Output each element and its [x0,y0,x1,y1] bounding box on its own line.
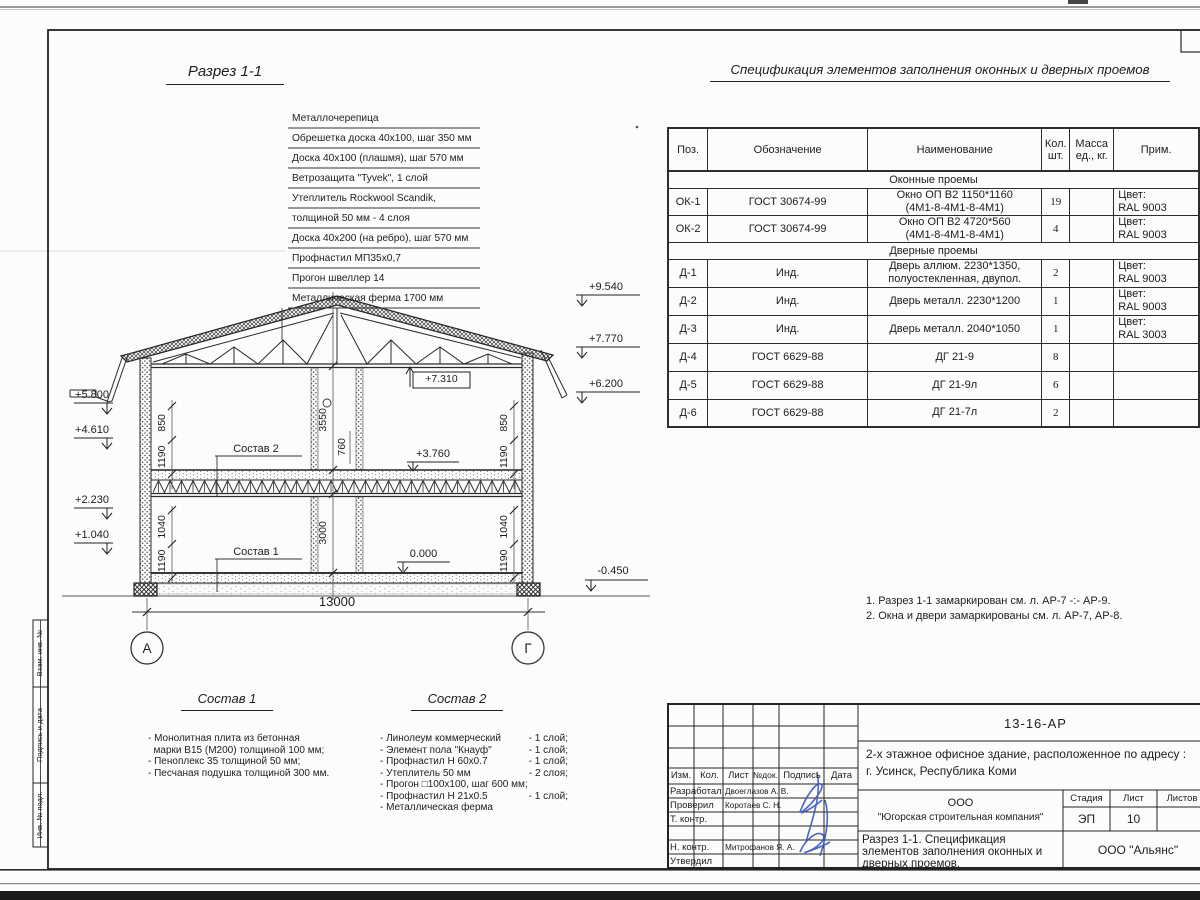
cell-designation: ГОСТ 30674-99 [708,188,868,215]
col-header-name: Наименование [868,128,1042,171]
callout-item: толщиной 50 мм - 4 слоя [292,213,410,224]
callout-item: Ветрозащита "Tyvek", 1 слой [292,173,428,184]
cell-pos: ОК-2 [668,215,708,242]
elevation-label: +6.200 [589,378,623,390]
dim-label: 1190 [498,549,511,573]
cell-pos: Д-6 [668,399,708,427]
scan-top-edge [0,6,1200,8]
stamp-role-ncontrol: Н. контр. [670,842,710,853]
spec-table [667,127,1200,428]
cell-qty: 1 [1042,287,1070,315]
callout-item: Обрешетка доска 40х100, шаг 350 мм [292,133,472,144]
sostav2-qty: - 2 слоя; [528,767,568,779]
cell-note [1114,399,1199,427]
stamp-col-podpis: Подпись [783,770,821,781]
stamp-col-data: Дата [830,770,853,781]
right-footing [517,583,540,596]
callout-item: Доска 40х200 (на ребро), шаг 570 мм [292,233,469,244]
sostav2-qty: - 1 слой; [528,733,568,744]
stamp-sheet-value: 10 [1126,812,1141,826]
table-row [668,343,1199,371]
sostav2-ref: Состав 2 [233,443,279,455]
sidebar-label-podpis: Подпись и дата [35,708,44,762]
sostav2-line: - Утеплитель 50 мм [380,767,471,779]
col-header-mass: Масса ед., кг. [1070,128,1114,171]
stamp-role-tcontrol: Т. контр. [670,814,708,825]
dim-label: 1190 [498,445,511,469]
stamp-col-kol: Кол. [700,770,719,781]
table-row [668,287,1199,315]
sostav2-line: - Линолеум коммерческий [380,733,501,744]
floor-structure [151,470,522,497]
table-row [668,215,1199,242]
left-wall [140,358,151,583]
cell-name: ДГ 21-7л [868,399,1042,427]
stamp-project-line2: г. Усинск, Республика Коми [866,764,1017,778]
col-header-qty: Кол. шт. [1042,128,1070,171]
axis-letter-g: Г [524,641,532,656]
cell-name: Окно ОП В2 1150*1160 (4М1-8-4М1-8-4М1) [868,188,1042,215]
cell-designation: Инд. [708,315,868,343]
dim-label: 760 [336,438,349,456]
sostav1-list [148,733,383,779]
cell-name: Окно ОП В2 4720*560 (4М1-8-4М1-8-4М1) [868,215,1042,242]
cell-note: Цвет: RAL 9003 [1114,259,1199,287]
elevation-label: +7.770 [589,333,623,345]
cell-name: Дверь аллюм. 2230*1350, полуостекленная, двупол. [868,259,1042,287]
table-row [668,188,1199,215]
cell-note: Цвет: RAL 9003 [1114,287,1199,315]
dim-label: 3000 [317,521,330,545]
note-1: 1. Разрез 1-1 замаркирован см. л. АР-7 -:- АР-9. [866,595,1111,607]
cell-qty: 1 [1042,315,1070,343]
sostav2-line: - Элемент пола "Кнауф" [380,744,492,756]
stamp-stage-label: Стадия [1070,793,1103,804]
dim-label: 850 [156,414,169,432]
stamp-sheets-label: Листов [1166,793,1198,804]
cell-name: ДГ 21-9 [868,343,1042,371]
stamp-stage-value: ЭП [1077,812,1096,826]
cell-pos: Д-1 [668,259,708,287]
sostav1-line: - Пеноплекс 35 толщиной 50 мм; [148,756,301,767]
cell-mass [1070,188,1114,215]
col-header-note: Прим. [1114,128,1199,171]
callout-item: Доска 40х100 (плашмя), шаг 570 мм [292,153,464,164]
dim-label: 1190 [156,549,169,573]
callout-item: Металлическая ферма 1700 мм [292,293,444,304]
callout-item: Профнастил МП35х0,7 [292,253,401,264]
cell-note: Цвет: RAL 3003 [1114,315,1199,343]
elevation-label: +4.610 [75,424,109,436]
cell-designation: Инд. [708,259,868,287]
cell-pos: Д-5 [668,371,708,399]
cell-qty: 2 [1042,399,1070,427]
scan-bottom-band [0,891,1200,900]
col-header-designation: Обозначение [708,128,868,171]
cell-mass [1070,215,1114,242]
table-row [668,315,1199,343]
elevation-label: +1.040 [75,529,109,541]
cell-name: Дверь металл. 2230*1200 [868,287,1042,315]
sostav2-qty: - 1 слой; [528,744,568,756]
dim-overall-width: 13000 [318,594,356,609]
section-title: Разрез 1-1 [166,64,284,85]
cell-name: ДГ 21-9л [868,371,1042,399]
elevation-label: +9.540 [589,281,623,293]
roof-callout-list [292,109,472,309]
cell-name: Дверь металл. 2040*1050 [868,315,1042,343]
stamp-col-list: Лист [728,770,749,781]
sostav2-title: Состав 2 [411,692,503,711]
cell-note: Цвет: RAL 9003 [1114,215,1199,242]
stamp-doc-number: 13-16-АР [1004,716,1067,731]
cell-mass [1070,315,1114,343]
stamp-name-mitrofanov: Митрофанов Я. А. [725,843,795,852]
axis-letter-a: А [142,641,152,656]
cell-note [1114,343,1199,371]
stamp-org-line2: "Югорская строительная компания" [877,812,1044,823]
table-row [668,399,1199,427]
cell-designation: Инд. [708,287,868,315]
sostav2-qty: - 1 слой; [528,756,568,767]
sostav1-line: - Монолитная плита из бетонная [148,733,300,744]
signatures [800,772,830,856]
cell-mass [1070,259,1114,287]
sostav2-line: - Профнастил Н 60х0.7 [380,756,488,767]
stamp-project-line1: 2-х этажное офисное здание, расположенное по адресу : [866,747,1187,761]
spec-title: Спецификация элементов заполнения оконных и дверных проемов [710,63,1170,82]
dim-label: 850 [498,414,511,432]
stamp-title-line2: элементов заполнения оконных и [862,846,1043,858]
dim-label: 3550 [317,408,330,432]
col-header-pos: Поз. [668,128,708,171]
section-band-windows: Оконные проемы [668,171,1199,188]
sostav2-line: - Металлическая ферма [380,802,493,813]
cell-designation: ГОСТ 6629-88 [708,343,868,371]
callout-item: Металлочерепица [292,113,379,124]
cell-qty: 6 [1042,371,1070,399]
sostav2-list [380,733,568,814]
scan-bottom-edge [0,883,1200,884]
elevation-label: +3.760 [416,448,450,460]
table-row [668,371,1199,399]
building-section [62,296,650,596]
stamp-sheet-label: Лист [1123,793,1144,804]
stamp-contractor: ООО "Альянс" [1097,843,1179,857]
note-2: 2. Окна и двери замаркированы см. л. АР-7, АР-8. [866,610,1123,622]
cell-mass [1070,343,1114,371]
dim-label: 1040 [498,515,511,539]
sidebar-label-inv: Инв. № подл. [35,791,44,839]
callout-item: Утеплитель Rockwool Scandik, [292,193,436,204]
cell-designation: ГОСТ 30674-99 [708,215,868,242]
stamp-role-checked: Проверил [670,800,714,811]
elevation-label: +7.310 [425,373,458,385]
dim-label: 1190 [156,445,169,469]
sostav2-qty: - 1 слой; [528,790,568,802]
cell-mass [1070,399,1114,427]
stamp-col-doc: №док. [753,770,778,780]
stamp-role-approved: Утвердил [670,856,713,867]
stamp-name-korotaev: Коротаев С. Н. [725,801,782,810]
cell-pos: ОК-1 [668,188,708,215]
dim-label: 1040 [156,515,169,539]
section-band-doors: Дверные проемы [668,242,1199,259]
elevation-label: +2.230 [75,494,109,506]
elevation-label: 0.000 [409,548,438,560]
cell-mass [1070,371,1114,399]
left-footing [134,583,157,596]
cell-mass [1070,287,1114,315]
right-wall [522,353,533,583]
sostav1-title: Состав 1 [181,692,273,711]
stamp-title-line1: Разрез 1-1. Спецификация [862,834,1006,846]
callout-item: Прогон швеллер 14 [292,273,385,284]
stamp-org-line1: ООО [947,797,974,809]
sostav1-ref: Состав 1 [233,546,279,558]
table-row [668,259,1199,287]
sostav1-line: - Песчаная подушка толщиной 300 мм. [148,767,330,779]
cell-qty: 2 [1042,259,1070,287]
cell-pos: Д-3 [668,315,708,343]
sostav2-line: - Прогон □100х100, шаг 600 мм; [380,779,528,790]
cell-qty: 4 [1042,215,1070,242]
sidebar-label-vzam: Взам. инв. № [35,629,44,677]
sostav2-line: - Профнастил Н 21х0.5 [380,790,488,802]
stamp-title-line3: дверных проемов. [862,858,961,870]
elevation-label: -0.450 [597,565,629,577]
cell-pos: Д-4 [668,343,708,371]
stamp-role-developed: Разработал [670,786,722,797]
cell-qty: 19 [1042,188,1070,215]
elevation-label: +5.800 [75,389,109,401]
stamp-col-izm: Изм. [670,770,692,781]
cell-note: Цвет: RAL 9003 [1114,188,1199,215]
cell-pos: Д-2 [668,287,708,315]
stamp-name-dvoeglazov: Двоеглазов А. В. [725,787,789,796]
cell-designation: ГОСТ 6629-88 [708,371,868,399]
cell-qty: 8 [1042,343,1070,371]
cell-note [1114,371,1199,399]
sostav1-line: марки В15 (М200) толщиной 100 мм; [148,744,325,756]
cell-designation: ГОСТ 6629-88 [708,399,868,427]
corner-stamp-box [1181,30,1200,52]
ground-slab [134,573,540,596]
